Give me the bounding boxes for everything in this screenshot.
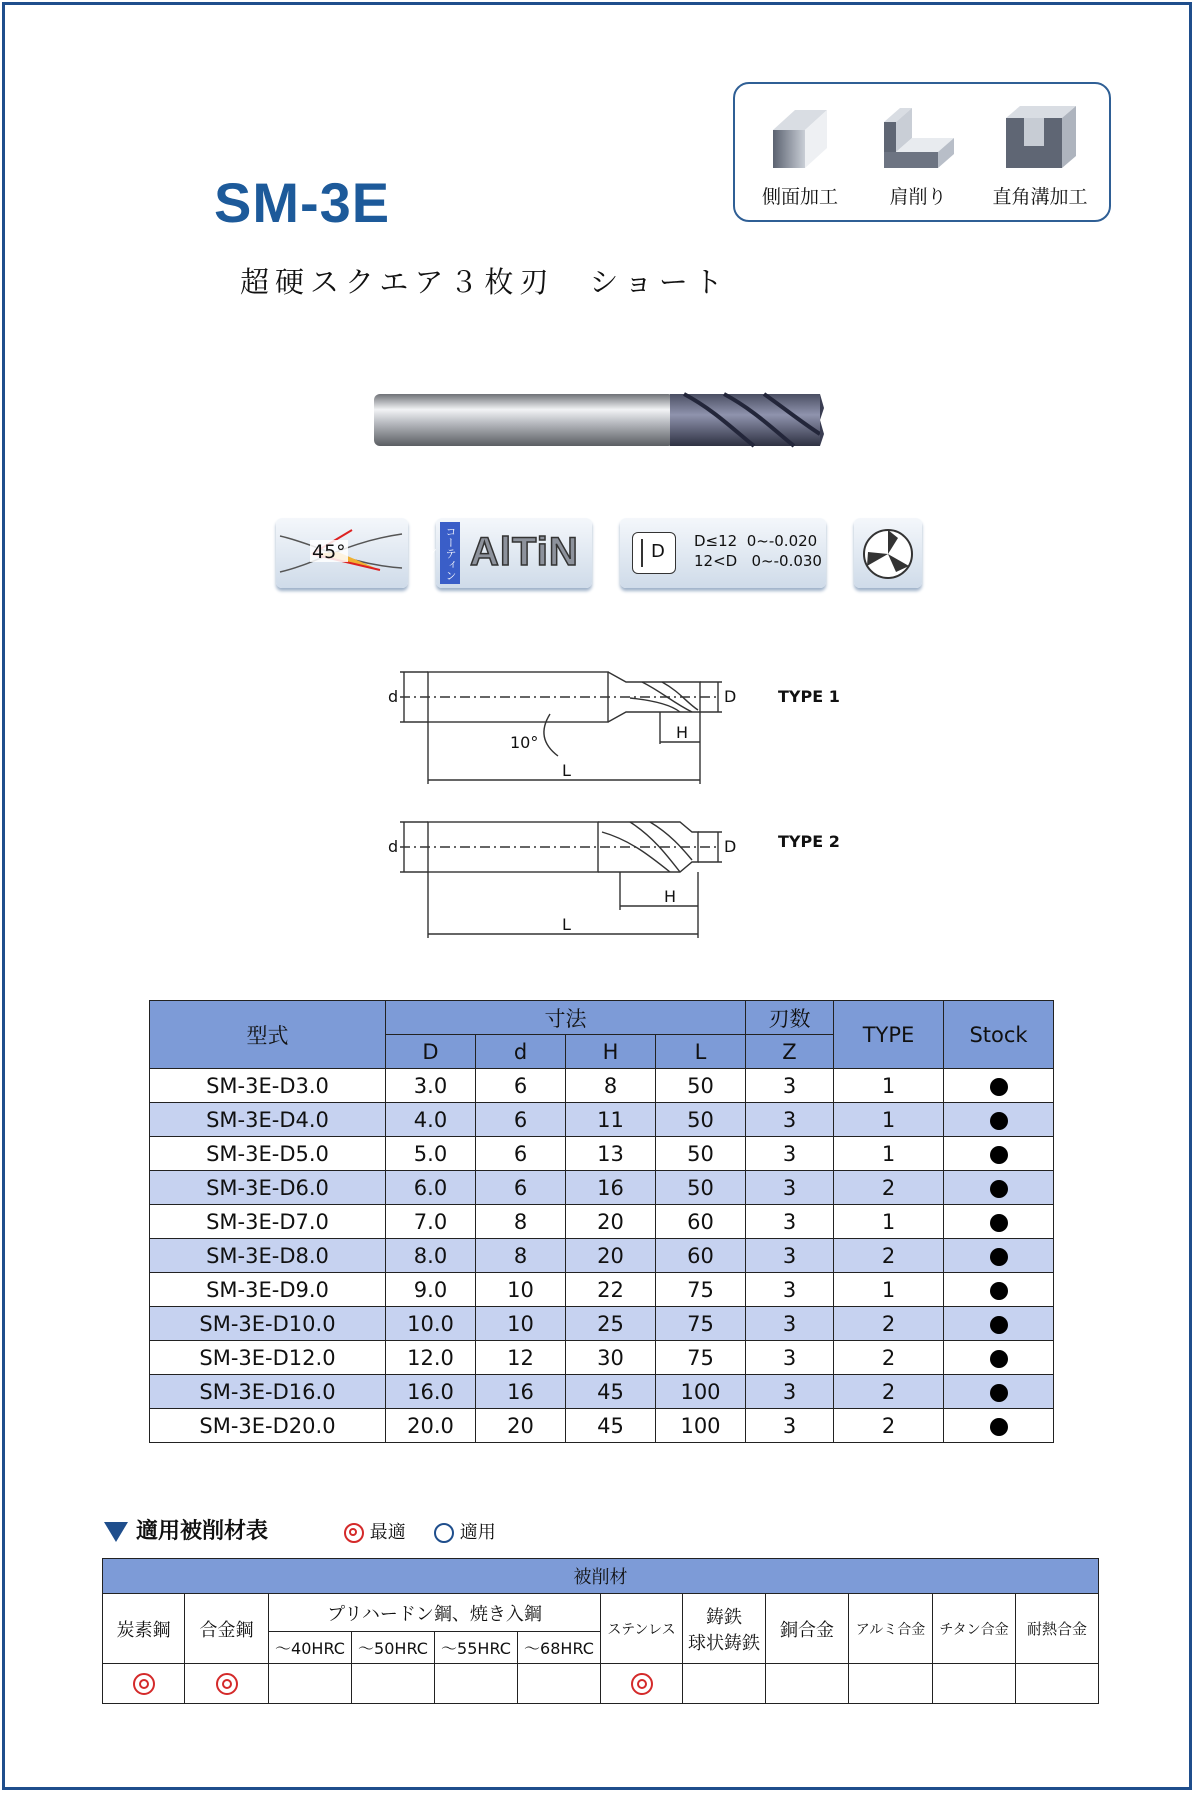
rating-titanium — [933, 1664, 1016, 1704]
triangle-icon — [104, 1522, 128, 1542]
cell-Z: 3 — [746, 1069, 834, 1103]
table-row — [150, 1375, 1054, 1409]
cell-d: 8 — [476, 1239, 566, 1273]
in-stock-icon — [990, 1112, 1008, 1130]
coating-label: コーティング — [440, 522, 460, 584]
cell-model: SM-3E-D5.0 — [150, 1137, 386, 1171]
cell-H: 20 — [566, 1205, 656, 1239]
three-flute-icon — [854, 518, 922, 588]
cell-model: SM-3E-D8.0 — [150, 1239, 386, 1273]
cell-L: 50 — [656, 1137, 746, 1171]
helix-icon — [276, 518, 408, 588]
mat-alloy: 合金鋼 — [185, 1594, 269, 1664]
cell-stock — [944, 1171, 1054, 1205]
cell-L: 50 — [656, 1171, 746, 1205]
cell-model: SM-3E-D20.0 — [150, 1409, 386, 1443]
cell-Z: 3 — [746, 1307, 834, 1341]
coating-name: AlTiN — [470, 530, 579, 574]
materials-title-text: 適用被削材表 — [136, 1519, 269, 1544]
cell-H: 13 — [566, 1137, 656, 1171]
cell-d: 6 — [476, 1137, 566, 1171]
type1-cutting-dia-label: D — [724, 687, 737, 706]
application-side — [745, 102, 855, 209]
helix-angle-badge — [276, 518, 408, 588]
cell-type: 1 — [834, 1273, 944, 1307]
type2-flute-length-label: H — [664, 887, 677, 906]
table-row — [150, 1239, 1054, 1273]
cell-L: 100 — [656, 1375, 746, 1409]
cell-D: 8.0 — [386, 1239, 476, 1273]
technical-drawing — [380, 660, 880, 964]
cell-D: 16.0 — [386, 1375, 476, 1409]
cell-stock — [944, 1239, 1054, 1273]
in-stock-icon — [990, 1078, 1008, 1096]
legend-best-text: 最適 — [369, 1522, 406, 1543]
tolerance-symbol: D — [651, 541, 665, 562]
header-dimensions: 寸法 — [386, 1001, 746, 1035]
cell-model: SM-3E-D16.0 — [150, 1375, 386, 1409]
mat-ductile-iron: 球状鋳鉄 — [688, 1632, 760, 1654]
cell-d: 10 — [476, 1273, 566, 1307]
in-stock-icon — [990, 1316, 1008, 1334]
side-milling-icon — [765, 102, 835, 172]
mat-heat: 耐熱合金 — [1016, 1594, 1099, 1664]
table-row — [150, 1273, 1054, 1307]
type2-label: TYPE 2 — [778, 832, 840, 851]
cell-H: 16 — [566, 1171, 656, 1205]
cell-model: SM-3E-D7.0 — [150, 1205, 386, 1239]
mat-titanium: チタン合金 — [933, 1594, 1016, 1664]
cell-D: 20.0 — [386, 1409, 476, 1443]
cell-H: 45 — [566, 1409, 656, 1443]
cell-D: 6.0 — [386, 1171, 476, 1205]
cell-L: 100 — [656, 1409, 746, 1443]
type1-flute-length-label: H — [676, 723, 689, 742]
rating-heat — [1016, 1664, 1099, 1704]
rating-carbon — [103, 1664, 185, 1704]
helix-angle-text: 45° — [312, 541, 346, 563]
application-box — [733, 82, 1111, 222]
table-row — [150, 1069, 1054, 1103]
cell-H: 30 — [566, 1341, 656, 1375]
cell-d: 8 — [476, 1205, 566, 1239]
cell-L: 60 — [656, 1205, 746, 1239]
cell-D: 10.0 — [386, 1307, 476, 1341]
cell-type: 2 — [834, 1171, 944, 1205]
cell-L: 75 — [656, 1341, 746, 1375]
cell-d: 6 — [476, 1069, 566, 1103]
tolerance-arrow-icon — [641, 539, 643, 567]
materials-header: 被削材 — [103, 1559, 1099, 1594]
cell-H: 45 — [566, 1375, 656, 1409]
shoulder-milling-icon — [878, 102, 958, 172]
application-shoulder — [863, 102, 973, 209]
mat-cast — [683, 1594, 766, 1664]
cell-type: 2 — [834, 1409, 944, 1443]
in-stock-icon — [990, 1180, 1008, 1198]
slotting-icon — [1000, 102, 1080, 172]
cell-d: 16 — [476, 1375, 566, 1409]
cell-d: 10 — [476, 1307, 566, 1341]
header-H: H — [566, 1035, 656, 1069]
type2-shank — [428, 822, 598, 872]
cell-H: 8 — [566, 1069, 656, 1103]
cell-D: 12.0 — [386, 1341, 476, 1375]
in-stock-icon — [990, 1248, 1008, 1266]
legend-ok-text: 適用 — [459, 1522, 496, 1543]
cell-model: SM-3E-D4.0 — [150, 1103, 386, 1137]
tolerance-line-2: 12<D 0~-0.030 — [694, 552, 822, 570]
best-rating-icon — [216, 1673, 238, 1695]
cell-H: 22 — [566, 1273, 656, 1307]
application-slot — [985, 102, 1095, 209]
header-Z: Z — [746, 1035, 834, 1069]
cell-type: 1 — [834, 1069, 944, 1103]
cell-Z: 3 — [746, 1239, 834, 1273]
table-row — [150, 1307, 1054, 1341]
cell-Z: 3 — [746, 1137, 834, 1171]
cell-L: 75 — [656, 1307, 746, 1341]
cell-L: 75 — [656, 1273, 746, 1307]
cell-L: 50 — [656, 1069, 746, 1103]
header-stock: Stock — [944, 1001, 1054, 1069]
cell-stock — [944, 1137, 1054, 1171]
coating-badge — [424, 518, 592, 588]
cell-model: SM-3E-D12.0 — [150, 1341, 386, 1375]
circle-icon — [434, 1523, 454, 1543]
mat-hrc-68: ～68HRC — [518, 1632, 601, 1664]
mat-stainless: ステンレス — [601, 1594, 683, 1664]
end-mill-photo — [374, 390, 834, 454]
cell-type: 1 — [834, 1103, 944, 1137]
cell-model: SM-3E-D9.0 — [150, 1273, 386, 1307]
flute-count-badge — [854, 518, 922, 588]
header-type: TYPE — [834, 1001, 944, 1069]
cell-stock — [944, 1375, 1054, 1409]
type1-angle-label: 10° — [510, 733, 539, 752]
cell-d: 12 — [476, 1341, 566, 1375]
cell-Z: 3 — [746, 1273, 834, 1307]
mat-cast-iron: 鋳鉄 — [706, 1606, 742, 1628]
cell-type: 1 — [834, 1205, 944, 1239]
table-row — [150, 1137, 1054, 1171]
tolerance-symbol-box — [632, 532, 676, 574]
in-stock-icon — [990, 1214, 1008, 1232]
type1-overall-length-label: L — [562, 761, 571, 780]
cell-type: 2 — [834, 1375, 944, 1409]
mat-carbon: 炭素鋼 — [103, 1594, 185, 1664]
cell-D: 5.0 — [386, 1137, 476, 1171]
cell-Z: 3 — [746, 1375, 834, 1409]
cell-Z: 3 — [746, 1341, 834, 1375]
application-label: 直角溝加工 — [992, 186, 1088, 208]
cell-stock — [944, 1341, 1054, 1375]
cell-stock — [944, 1103, 1054, 1137]
cell-D: 9.0 — [386, 1273, 476, 1307]
table-row — [150, 1103, 1054, 1137]
header-D: D — [386, 1035, 476, 1069]
cell-H: 11 — [566, 1103, 656, 1137]
in-stock-icon — [990, 1146, 1008, 1164]
cell-d: 6 — [476, 1171, 566, 1205]
mat-prehard: プリハードン鋼、焼き入鋼 — [269, 1594, 601, 1632]
application-label: 肩削り — [889, 186, 947, 208]
best-rating-icon — [133, 1673, 155, 1695]
header-flutes: 刃数 — [746, 1001, 834, 1035]
cell-D: 7.0 — [386, 1205, 476, 1239]
rating-hrc68 — [518, 1664, 601, 1704]
cell-H: 20 — [566, 1239, 656, 1273]
cell-L: 50 — [656, 1103, 746, 1137]
type2-cutting-dia-label: D — [724, 837, 737, 856]
mat-hrc-40: ～40HRC — [269, 1632, 352, 1664]
type2-overall-length-label: L — [562, 915, 571, 934]
rating-hrc55 — [435, 1664, 518, 1704]
cell-Z: 3 — [746, 1205, 834, 1239]
legend-ok — [434, 1518, 496, 1544]
in-stock-icon — [990, 1418, 1008, 1436]
rating-copper — [766, 1664, 849, 1704]
materials-section-title — [104, 1514, 268, 1545]
cell-H: 25 — [566, 1307, 656, 1341]
spec-table — [149, 1000, 1054, 1443]
tolerance-line-1: D≤12 0~-0.020 — [694, 532, 818, 550]
table-row — [150, 1205, 1054, 1239]
mat-hrc-55: ～55HRC — [435, 1632, 518, 1664]
table-row — [150, 1171, 1054, 1205]
rating-hrc50 — [352, 1664, 435, 1704]
cell-stock — [944, 1409, 1054, 1443]
type2-shank-dia-label: d — [388, 837, 399, 856]
cell-d: 20 — [476, 1409, 566, 1443]
cell-model: SM-3E-D10.0 — [150, 1307, 386, 1341]
in-stock-icon — [990, 1350, 1008, 1368]
cell-stock — [944, 1273, 1054, 1307]
cell-Z: 3 — [746, 1103, 834, 1137]
cell-L: 60 — [656, 1239, 746, 1273]
product-subtitle: 超硬スクエア３枚刃 ショート — [240, 265, 729, 299]
table-row — [150, 1409, 1054, 1443]
in-stock-icon — [990, 1282, 1008, 1300]
cell-type: 2 — [834, 1239, 944, 1273]
cell-d: 6 — [476, 1103, 566, 1137]
cell-type: 2 — [834, 1307, 944, 1341]
in-stock-icon — [990, 1384, 1008, 1402]
double-circle-icon — [344, 1523, 364, 1543]
cell-model: SM-3E-D6.0 — [150, 1171, 386, 1205]
table-row — [150, 1341, 1054, 1375]
application-label: 側面加工 — [761, 186, 838, 208]
materials-table — [102, 1558, 1099, 1704]
cell-Z: 3 — [746, 1409, 834, 1443]
rating-aluminum — [849, 1664, 933, 1704]
cell-stock — [944, 1205, 1054, 1239]
mat-hrc-50: ～50HRC — [352, 1632, 435, 1664]
cell-model: SM-3E-D3.0 — [150, 1069, 386, 1103]
product-title: SM-3E — [214, 171, 391, 234]
mat-aluminum: アルミ合金 — [849, 1594, 933, 1664]
rating-cast — [683, 1664, 766, 1704]
cell-stock — [944, 1307, 1054, 1341]
rating-alloy — [185, 1664, 269, 1704]
mat-copper: 銅合金 — [766, 1594, 849, 1664]
cell-type: 2 — [834, 1341, 944, 1375]
cell-D: 4.0 — [386, 1103, 476, 1137]
rating-stainless — [601, 1664, 683, 1704]
cell-Z: 3 — [746, 1171, 834, 1205]
legend-best — [344, 1518, 406, 1544]
cell-type: 1 — [834, 1137, 944, 1171]
type1-shank-dia-label: d — [388, 687, 399, 706]
type1-label: TYPE 1 — [778, 687, 840, 706]
header-L: L — [656, 1035, 746, 1069]
best-rating-icon — [631, 1673, 653, 1695]
tolerance-badge — [620, 518, 826, 588]
cell-D: 3.0 — [386, 1069, 476, 1103]
header-model: 型式 — [150, 1001, 386, 1069]
rating-hrc40 — [269, 1664, 352, 1704]
header-d: d — [476, 1035, 566, 1069]
cell-stock — [944, 1069, 1054, 1103]
